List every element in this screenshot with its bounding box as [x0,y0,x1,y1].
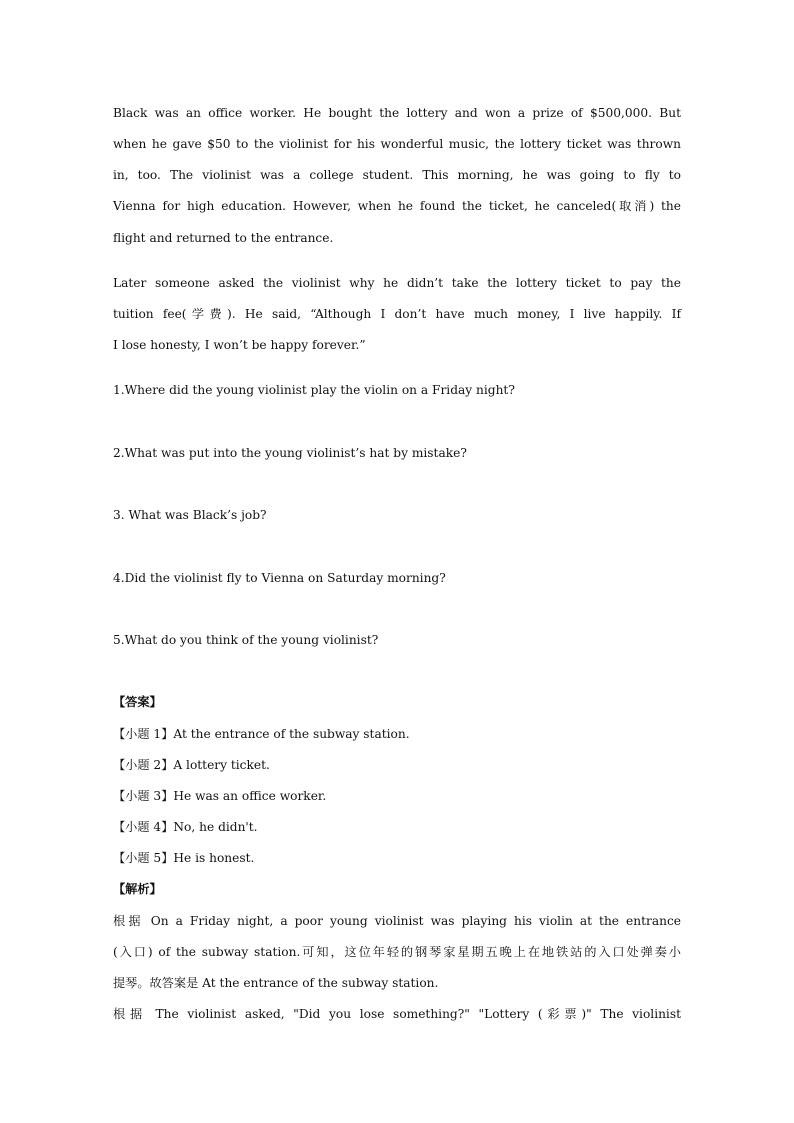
passage-line: Vienna for high education. However, when he found the ticket, he canceled(取消) the [113,199,681,213]
question-2: 2.What was put into the young violinist’s hat by mistake? [113,446,467,460]
passage-line: when he gave $50 to the violinist for his wonderful music, the lottery ticket was thrown [113,137,681,151]
analysis-line: 根据 On a Friday night, a poor young violinist was playing his violin at the entrance [113,914,681,928]
analysis-line: (入口) of the subway station.可知，这位年轻的钢琴家星期五晚上在地铁站的入口处弹奏小 [113,945,681,959]
answer-item: 【小题 2】A lottery ticket. [113,758,270,772]
answer-item: 【小题 5】He is honest. [113,851,255,865]
passage-line: in, too. The violinist was a college student. This morning, he was going to fly to [113,168,681,182]
question-1: 1.Where did the young violinist play the violin on a Friday night? [113,383,515,397]
analysis-line: 根据 The violinist asked, "Did you lose something?" "Lottery (彩票)" The violinist [113,1007,681,1021]
question-4: 4.Did the violinist fly to Vienna on Saturday morning? [113,571,446,585]
analysis-line: 提琴。故答案是 At the entrance of the subway station. [113,976,439,990]
passage-line: I lose honesty, I won’t be happy forever.” [113,338,366,352]
passage-line: Black was an office worker. He bought the lottery and won a prize of $500,000. But [113,106,681,120]
passage-line: Later someone asked the violinist why he didn’t take the lottery ticket to pay the [113,276,681,290]
question-5: 5.What do you think of the young violinist? [113,633,379,647]
question-3: 3. What was Black’s job? [113,508,267,522]
answer-heading: 【答案】 [113,695,162,709]
passage-line: flight and returned to the entrance. [113,231,334,245]
answer-item: 【小题 3】He was an office worker. [113,789,327,803]
answer-item: 【小题 1】At the entrance of the subway station. [113,727,410,741]
analysis-heading: 【解析】 [113,882,162,896]
answer-item: 【小题 4】No, he didn't. [113,820,258,834]
passage-line: tuition fee(学费). He said, “Although I don’t have much money, I live happily. If [113,307,681,321]
